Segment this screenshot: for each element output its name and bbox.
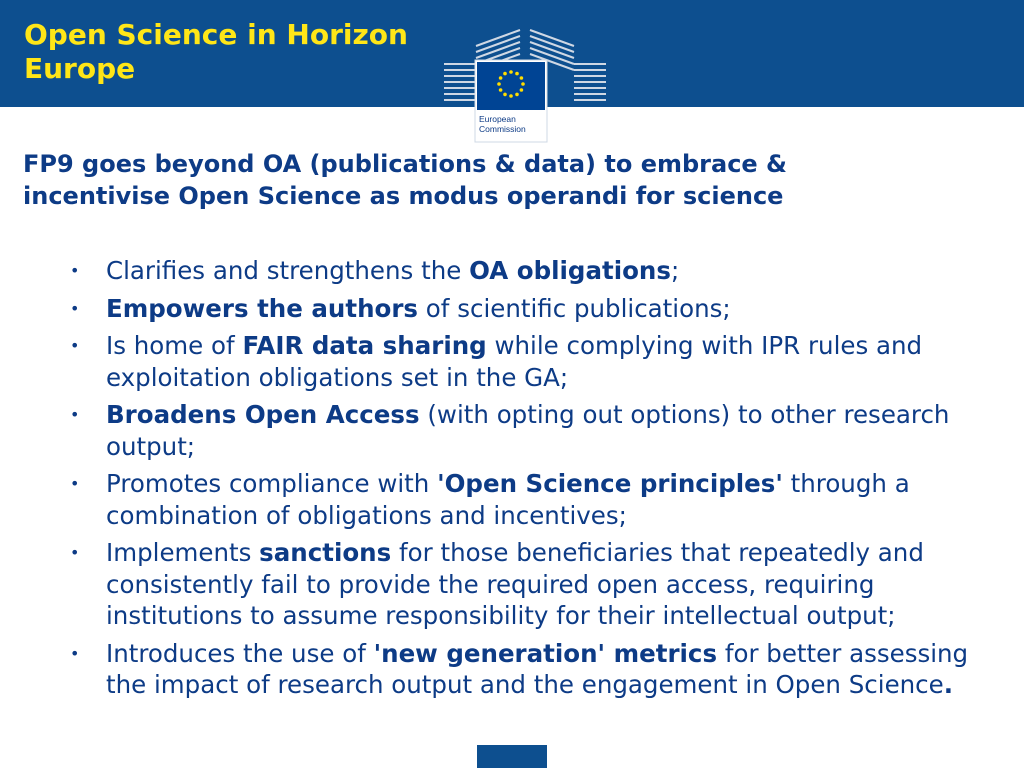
bullet-bold-text: 'Open Science principles' [437, 469, 783, 498]
bullet-text: ; [670, 256, 680, 285]
bullet-bold-text: 'new generation' metrics [373, 638, 718, 668]
bullet-marker: • [70, 298, 80, 318]
bullet-bold-text: OA obligations [469, 256, 671, 285]
bullet-bold-text: . [943, 670, 954, 699]
bullet-text: while complying with IPR rules and exploitation obligations set in the GA; [106, 331, 923, 392]
european-commission-logo [442, 28, 608, 144]
bullet-text: through a combination of obligations and incentives; [106, 469, 910, 530]
slide-title-line2: Europe [24, 52, 136, 85]
subtitle-line1: FP9 goes beyond OA (publications & data) to embrace & [23, 150, 787, 178]
logo-text-line2: Commission [479, 124, 526, 134]
bullet-item [68, 537, 1008, 632]
bullet-bold-text: Broadens Open Access [106, 400, 420, 429]
bullet-marker: • [70, 474, 80, 493]
bullet-text: Implements [106, 538, 260, 567]
bullet-item [68, 399, 1008, 462]
slide-title [24, 18, 444, 86]
bullet-text: (with opting out options) to other research output; [106, 400, 950, 461]
bullet-text: Introduces the use of [106, 638, 374, 668]
bullet-list [68, 255, 1008, 707]
bullet-text: of scientific publications; [418, 293, 731, 323]
bullet-text: Promotes compliance with [106, 469, 438, 498]
bullet-bold-text: Empowers the authors [106, 293, 419, 323]
commission-building-icon [442, 28, 608, 144]
logo-text-line1: European [479, 114, 516, 124]
bullet-bold-text: FAIR data sharing [242, 331, 487, 360]
bullet-item [68, 293, 1008, 325]
slide-subtitle [23, 148, 983, 212]
bullet-marker: • [70, 261, 80, 280]
bullet-bold-text: sanctions [259, 538, 392, 567]
bullet-marker: • [70, 336, 80, 355]
subtitle-line2: incentivise Open Science as modus operandi for science [23, 182, 784, 210]
bullet-text: for better assessing the impact of research output and the engagement in Open Science [106, 638, 969, 699]
bullet-text: Clarifies and strengthens the [106, 256, 470, 285]
bullet-text: for those beneficiaries that repeatedly and consistently fail to provide the required open access, requiring institutions to assume responsibility for their intellectual output; [106, 538, 924, 630]
eu-flag [477, 62, 545, 110]
slide-title-line1: Open Science in Horizon [24, 18, 408, 51]
footer-flag [477, 745, 547, 768]
bullet-item [68, 330, 1008, 393]
bullet-marker: • [70, 643, 80, 663]
bullet-item [68, 255, 1008, 287]
bullet-text: Is home of [106, 331, 243, 360]
bullet-item [68, 638, 1008, 701]
bullet-item [68, 468, 1008, 531]
bullet-marker: • [70, 543, 80, 562]
bullet-marker: • [70, 405, 80, 424]
